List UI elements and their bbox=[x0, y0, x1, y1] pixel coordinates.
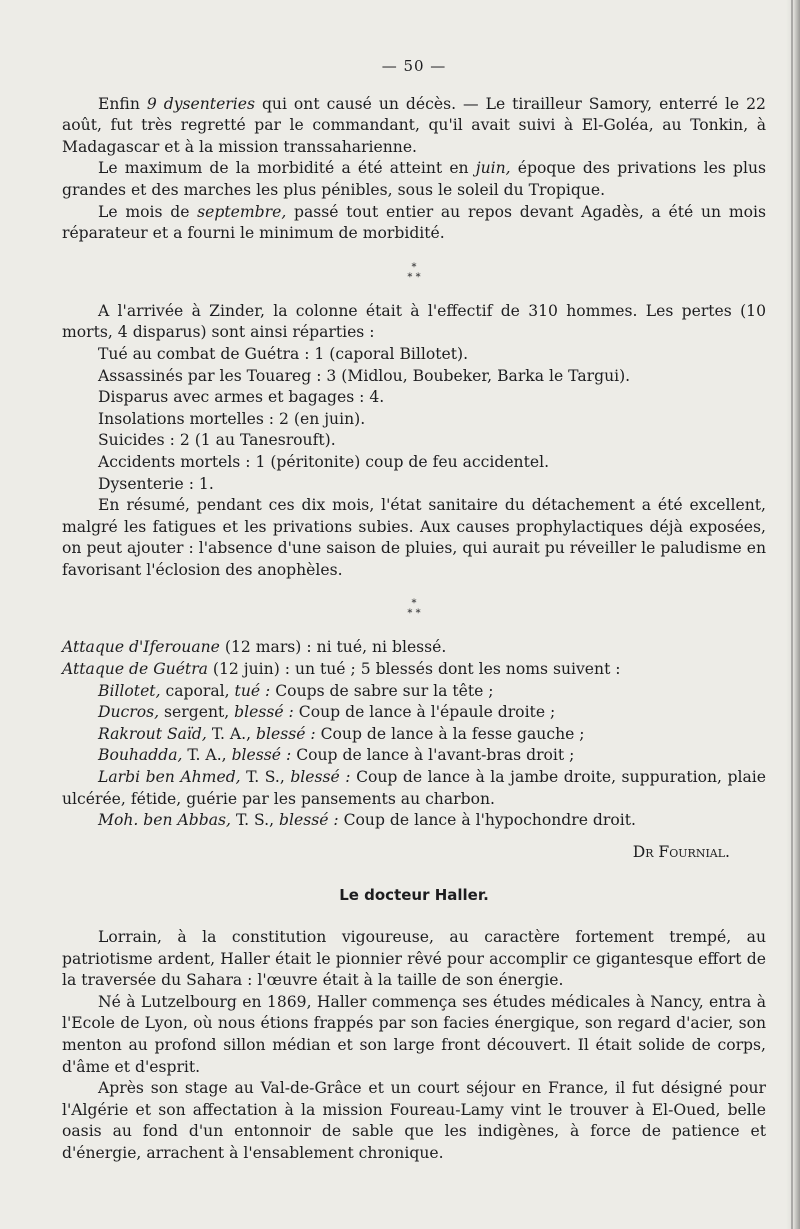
attack-title: Attaque d'Iferouane bbox=[62, 638, 220, 657]
text: passé tout entier au repos devant Agadès, a été un mois réparateur et a fourni le minimum de morbidité. bbox=[62, 202, 766, 243]
list-item: Suicides : 2 (1 au Tanesrouft). bbox=[98, 431, 336, 450]
emphasis: septembre, bbox=[197, 202, 287, 221]
emphasis: 9 dysenteries bbox=[146, 94, 255, 113]
asterism-bottom: * * bbox=[407, 271, 421, 283]
paragraph-arrivee-zinder: A l'arrivée à Zinder, la colonne était à l'effectif de 310 hommes. Les pertes (10 morts, 4 disparus) sont ainsi réparties : bbox=[62, 301, 766, 342]
wounded-entry bbox=[62, 810, 766, 832]
attack-title: Attaque de Guétra bbox=[62, 660, 208, 679]
list-item: Assassinés par les Touareg : 3 (Midlou, Boubeker, Barka le Targui). bbox=[98, 366, 631, 385]
wounded-rank: T. S., bbox=[231, 811, 279, 830]
wounded-status: blessé : bbox=[290, 768, 351, 787]
list-item: Insolations mortelles : 2 (en juin). bbox=[98, 409, 366, 428]
list-item: Disparus avec armes et bagages : 4. bbox=[98, 388, 385, 407]
list-item: Accidents mortels : 1 (péritonite) coup de feu accidentel. bbox=[98, 452, 550, 471]
page-number: — 50 — bbox=[381, 57, 447, 75]
wounded-rank: sergent, bbox=[159, 703, 235, 722]
wounded-description: Coups de sabre sur la tête ; bbox=[270, 681, 494, 700]
wounded-name: Bouhadda, bbox=[98, 746, 183, 765]
author-signature: Dr Fournial. bbox=[632, 842, 730, 861]
text: (12 mars) : ni tué, ni blessé. bbox=[219, 638, 447, 657]
text: époque des privations les plus grandes et des marches les plus pénibles, sous le soleil du Tropique. bbox=[62, 159, 766, 199]
asterism-top: * bbox=[411, 261, 417, 273]
wounded-entry bbox=[62, 745, 766, 767]
wounded-rank: T. A., bbox=[206, 724, 256, 743]
wounded-entry bbox=[62, 702, 766, 724]
wounded-description: Coup de lance à l'épaule droite ; bbox=[293, 703, 556, 722]
text: Le mois de bbox=[98, 202, 198, 221]
text: Le maximum de la morbidité a été atteint en bbox=[98, 159, 476, 178]
asterism-top: * bbox=[411, 598, 417, 610]
wounded-name: Moh. ben Abbas, bbox=[98, 811, 232, 830]
wounded-entry bbox=[62, 681, 766, 703]
list-item: Tué au combat de Guétra : 1 (caporal Billotet). bbox=[98, 344, 469, 363]
attack-iferouane bbox=[62, 637, 766, 659]
wounded-name: Rakrout Saïd, bbox=[98, 724, 207, 743]
wounded-description: Coup de lance à la fesse gauche ; bbox=[315, 724, 585, 743]
list-item: Dysenterie : 1. bbox=[98, 474, 214, 493]
wounded-status: blessé : bbox=[256, 724, 316, 743]
text: qui ont causé un décès. — Le tirailleur Samory, enterré le 22 août, fut très regretté par le commandant, qu'il avait suivi à El-Goléa, au Tonkin, à Madagascar et à la mission transsaharienne. bbox=[62, 94, 766, 156]
attack-guetra bbox=[62, 659, 766, 681]
wounded-description: Coup de lance à l'hypochondre droit. bbox=[338, 811, 636, 830]
wounded-entry bbox=[62, 767, 766, 810]
page-edge-shadow bbox=[786, 0, 800, 1229]
emphasis: juin, bbox=[475, 159, 511, 178]
wounded-status: blessé : bbox=[279, 811, 339, 830]
wounded-status: blessé : bbox=[231, 746, 292, 765]
paragraph-dysenteries bbox=[62, 94, 766, 159]
paragraph-haller-stage: Après son stage au Val-de-Grâce et un court séjour en France, il fut désigné pour l'Algérie et son affectation à la mission Foureau-Lamy vint le trouver à El-Oued, belle oasis au fond d'un entonnoir de sable que les indigènes, à force de patience et d'énergie, arrachent à l'ensablement chronique. bbox=[62, 1079, 766, 1162]
wounded-description: Coup de lance à la jambe droite, suppuration, plaie ulcérée, fétide, guérie par les pansements au charbon. bbox=[62, 768, 766, 808]
wounded-name: Billotet, bbox=[98, 681, 161, 700]
paragraph-haller-naissance: Né à Lutzelbourg en 1869, Haller commença ses études médicales à Nancy, entra à l'Ecole de Lyon, où nous étions frappés par son facies énergique, son regard d'acier, son menton au profond sillon médian et son large front découvert. Il était solide de corps, d'âme et d'esprit. bbox=[62, 992, 766, 1076]
section-heading: Le docteur Haller. bbox=[339, 886, 489, 905]
wounded-name: Larbi ben Ahmed, bbox=[98, 768, 241, 787]
wounded-rank: caporal, bbox=[160, 681, 235, 700]
wounded-description: Coup de lance à l'avant-bras droit ; bbox=[291, 746, 575, 765]
wounded-status: blessé : bbox=[234, 703, 294, 722]
paragraph-resume: En résumé, pendant ces dix mois, l'état sanitaire du détachement a été excellent, malgré les fatigues et les privations subies. Aux causes prophylactiques déjà exposées, on peut ajouter : l'absence d'une saison de pluies, qui aurait pu réveiller le paludisme en favorisant l'éclosion des anophèles. bbox=[62, 496, 766, 579]
wounded-name: Ducros, bbox=[98, 703, 160, 722]
paragraph-septembre bbox=[62, 202, 766, 245]
paragraph-haller-lorrain: Lorrain, à la constitution vigoureuse, au caractère fortement trempé, au patriotisme ardent, Haller était le pionnier rêvé pour accomplir ce gigantesque effort de la traversée du Sahara : l'œuvre était à la taille de son énergie. bbox=[62, 928, 766, 990]
text: (12 juin) : un tué ; 5 blessés dont les noms suivent : bbox=[207, 660, 621, 679]
page-content bbox=[62, 56, 766, 1165]
wounded-rank: T. A., bbox=[182, 746, 232, 765]
wounded-status: tué : bbox=[234, 681, 271, 700]
wounded-rank: T. S., bbox=[240, 768, 291, 787]
paragraph-maximum-morbidite bbox=[62, 158, 766, 201]
section-separator bbox=[62, 599, 766, 619]
wounded-entry bbox=[62, 724, 766, 746]
text: Enfin bbox=[98, 94, 147, 113]
asterism-bottom: * * bbox=[407, 608, 421, 620]
section-separator bbox=[62, 263, 766, 283]
